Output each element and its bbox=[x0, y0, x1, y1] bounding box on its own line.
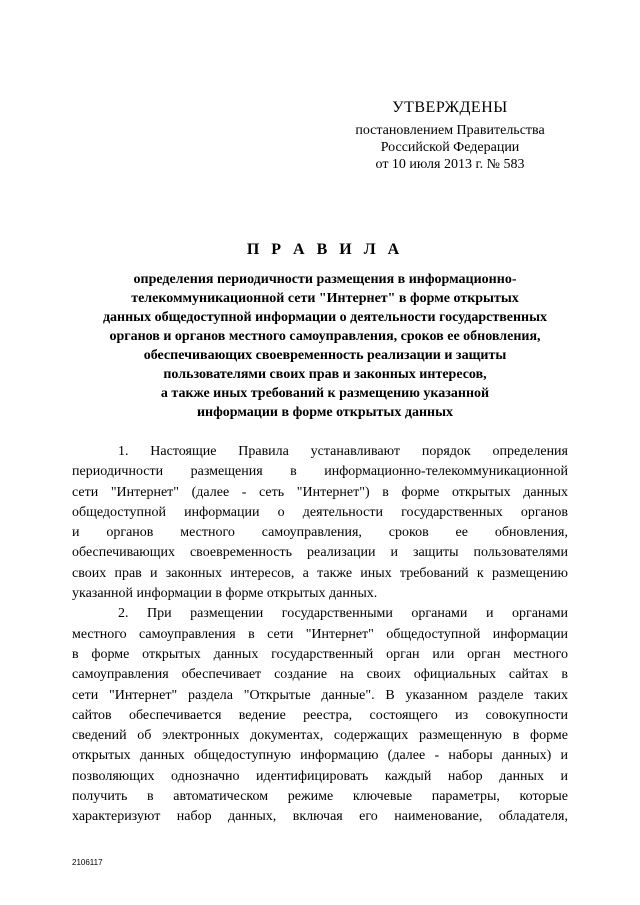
body-line: характеризуют набор данных, включая его наименование, обладателя, bbox=[72, 809, 568, 825]
title-line: данных общедоступной информации о деятельности государственных bbox=[102, 310, 548, 325]
body-line: позволяющих однозначно идентифицировать каждый набор данных и bbox=[72, 768, 568, 784]
approval-line: от 10 июля 2013 г. № 583 bbox=[375, 157, 525, 172]
title-line: информации в форме открытых данных bbox=[196, 405, 454, 420]
body-line: самоуправления обеспечивает создание на своих официальных сайтах в bbox=[72, 667, 568, 683]
body-line: общедоступной информации о деятельности государственных органов bbox=[72, 504, 568, 520]
document-title-block bbox=[60, 240, 590, 422]
document-code: 2106117 bbox=[72, 858, 103, 867]
title-line: телекоммуникационной сети "Интернет" в форме открытых bbox=[131, 291, 519, 306]
title-line: обеспечивающих своевременность реализации и защиты bbox=[143, 348, 507, 363]
body-line: сведений об электронных документах, содержащих размещенную в форме bbox=[72, 728, 568, 744]
body-line: в форме открытых данных государственный орган или орган местного bbox=[72, 646, 568, 662]
body-line: 2. При размещении государственными органами и органами bbox=[118, 606, 568, 622]
body-line: обеспечивающих своевременность реализации и защиты пользователями bbox=[72, 545, 568, 561]
approval-line: постановлением Правительства bbox=[355, 123, 545, 138]
document-body bbox=[72, 442, 568, 828]
body-line: сайтов обеспечивается ведение реестра, состоящего из совокупности bbox=[72, 707, 568, 723]
body-line: открытых данных общедоступную информацию (далее - наборы данных) и bbox=[72, 748, 568, 764]
title-line: а также иных требований к размещению указанной bbox=[160, 386, 490, 401]
body-line: сети "Интернет" раздела "Открытые данные". В указанном разделе таких bbox=[72, 687, 568, 703]
title-line: пользователями своих прав и законных интересов, bbox=[163, 367, 487, 382]
body-line: местного самоуправления в сети "Интернет" общедоступной информации bbox=[72, 626, 568, 642]
body-line: сети "Интернет" (далее - сеть "Интернет") в форме открытых данных bbox=[72, 484, 568, 500]
approval-line: Российской Федерации bbox=[380, 140, 520, 155]
document-title: П Р А В И Л А bbox=[246, 241, 404, 258]
body-line: получить в автоматическом режиме ключевые параметры, которые bbox=[72, 789, 568, 805]
body-line: и органов местного самоуправления, сроков ее обновления, bbox=[72, 525, 568, 541]
title-line: определения периодичности размещения в информационно- bbox=[133, 272, 517, 287]
body-line: своих прав и законных интересов, а также иных требований к размещению bbox=[72, 565, 568, 581]
body-line: 1. Настоящие Правила устанавливают порядок определения bbox=[118, 444, 568, 459]
approval-heading: УТВЕРЖДЕНЫ bbox=[392, 99, 508, 116]
title-line: органов и органов местного самоуправления, сроков ее обновления, bbox=[109, 329, 541, 344]
body-line: указанной информации в форме открытых данных. bbox=[72, 586, 378, 602]
body-line: периодичности размещения в информационно-телекоммуникационной bbox=[72, 464, 568, 480]
approval-block bbox=[300, 98, 600, 173]
